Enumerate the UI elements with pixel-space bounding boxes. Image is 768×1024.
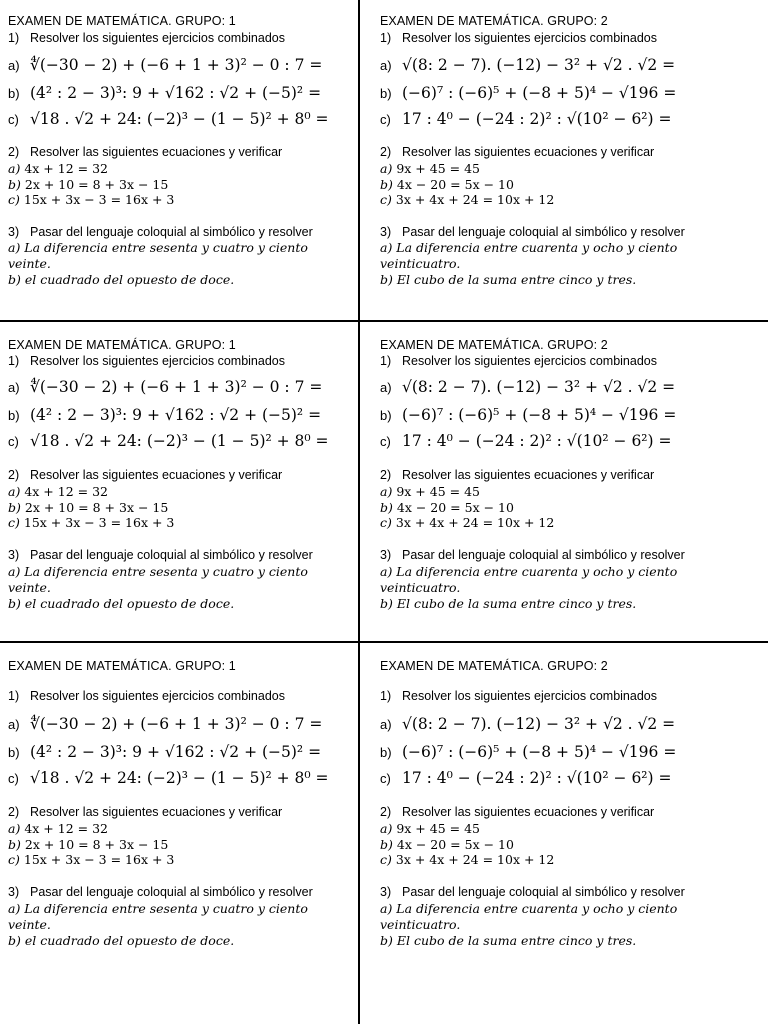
equation-expression: 4x + 12 = 32: [24, 821, 108, 836]
exercise-label: c): [8, 112, 19, 127]
section-number: 2): [8, 145, 20, 159]
equation-item: [380, 484, 480, 499]
exercise-item: [380, 406, 676, 424]
equation-label: c): [380, 852, 392, 867]
section-heading: [380, 805, 654, 819]
colloquial-line: a) La diferencia entre sesenta y cuatro y ciento: [8, 901, 308, 916]
equation-label: b): [380, 500, 393, 515]
section-number: 2): [8, 805, 20, 819]
equation-expression: 4x − 20 = 5x − 10: [396, 837, 514, 852]
section-heading: [8, 31, 285, 45]
section-heading-text: Resolver las siguientes ecuaciones y verificar: [402, 805, 655, 819]
exam-title: EXAMEN DE MATEMÁTICA. GRUPO: 1: [8, 659, 236, 673]
colloquial-line: b) El cubo de la suma entre cinco y tres.: [380, 272, 637, 287]
section-number: 1): [380, 354, 392, 368]
exam-copy-group-2: [380, 322, 764, 641]
colloquial-line: veinticuatro.: [380, 580, 461, 595]
exam-title: EXAMEN DE MATEMÁTICA. GRUPO: 2: [380, 659, 608, 673]
exercise-item: [380, 743, 676, 761]
equation-item: [380, 821, 480, 836]
exercise-expression: (4² : 2 − 3)³: 9 + √162 : √2 + (−5)² =: [30, 406, 322, 424]
exam-title: EXAMEN DE MATEMÁTICA. GRUPO: 2: [380, 338, 608, 352]
exercise-expression: √(8: 2 − 7). (−12) − 3² + √2 . √2 =: [402, 715, 676, 733]
exercise-label: c): [8, 771, 19, 786]
section-heading-text: Resolver los siguientes ejercicios combinados: [30, 354, 285, 368]
exercise-item: [8, 769, 329, 787]
equation-expression: 15x + 3x − 3 = 16x + 3: [23, 192, 175, 207]
section-heading-text: Resolver los siguientes ejercicios combinados: [30, 31, 285, 45]
exercise-item: [8, 432, 329, 450]
exam-title: EXAMEN DE MATEMÁTICA. GRUPO: 1: [8, 338, 236, 352]
equation-label: a): [8, 161, 21, 176]
exercise-expression: 17 : 4⁰ − (−24 : 2)² : √(10² − 6²) =: [402, 110, 672, 128]
section-heading-text: Pasar del lenguaje coloquial al simbólico y resolver: [402, 885, 685, 899]
exercise-label: b): [8, 745, 20, 760]
exercise-label: a): [380, 58, 392, 73]
equation-item: [8, 821, 108, 836]
section-number: 3): [380, 225, 392, 239]
colloquial-line: b) El cubo de la suma entre cinco y tres.: [380, 933, 637, 948]
equation-expression: 4x + 12 = 32: [24, 161, 108, 176]
exercise-expression: (−6)⁷ : (−6)⁵ + (−8 + 5)⁴ − √196 =: [402, 84, 677, 102]
exercise-label: b): [380, 86, 392, 101]
exercise-expression: √18 . √2 + 24: (−2)³ − (1 − 5)² + 8⁰ =: [30, 769, 329, 787]
exercise-expression: √18 . √2 + 24: (−2)³ − (1 − 5)² + 8⁰ =: [30, 110, 329, 128]
exercise-item: [8, 56, 322, 74]
equation-item: [380, 177, 514, 192]
exercise-item: [380, 769, 672, 787]
colloquial-line: veinte.: [8, 917, 51, 932]
exercise-expression: (4² : 2 − 3)³: 9 + √162 : √2 + (−5)² =: [30, 84, 322, 102]
section-number: 2): [380, 145, 392, 159]
exercise-item: [8, 715, 322, 733]
section-heading: [380, 225, 685, 239]
section-number: 3): [8, 885, 20, 899]
section-heading-text: Resolver las siguientes ecuaciones y verificar: [30, 145, 283, 159]
exam-copy-group-2: [380, 643, 764, 1024]
equation-label: c): [8, 515, 20, 530]
section-heading: [8, 805, 282, 819]
equation-expression: 9x + 45 = 45: [396, 484, 480, 499]
colloquial-line: veinticuatro.: [380, 917, 461, 932]
colloquial-line: b) el cuadrado del opuesto de doce.: [8, 933, 235, 948]
equation-label: a): [380, 821, 393, 836]
section-number: 3): [380, 885, 392, 899]
section-heading-text: Resolver las siguientes ecuaciones y verificar: [30, 468, 283, 482]
section-number: 1): [8, 31, 20, 45]
exercise-label: a): [380, 380, 392, 395]
exercise-item: [8, 110, 329, 128]
section-heading-text: Pasar del lenguaje coloquial al simbólico y resolver: [30, 225, 313, 239]
section-heading-text: Pasar del lenguaje coloquial al simbólico y resolver: [402, 548, 685, 562]
equation-expression: 4x + 12 = 32: [24, 484, 108, 499]
section-heading-text: Resolver los siguientes ejercicios combinados: [402, 354, 657, 368]
colloquial-line: b) el cuadrado del opuesto de doce.: [8, 596, 235, 611]
section-number: 2): [380, 468, 392, 482]
colloquial-line: a) La diferencia entre sesenta y cuatro y ciento: [8, 240, 308, 255]
equation-label: b): [8, 837, 21, 852]
exercise-item: [8, 378, 322, 396]
section-heading: [380, 689, 657, 703]
equation-label: a): [380, 161, 393, 176]
colloquial-line: a) La diferencia entre cuarenta y ocho y ciento: [380, 901, 678, 916]
equation-expression: 15x + 3x − 3 = 16x + 3: [23, 515, 175, 530]
section-heading-text: Resolver las siguientes ecuaciones y verificar: [402, 468, 655, 482]
equation-expression: 2x + 10 = 8 + 3x − 15: [24, 837, 169, 852]
section-heading: [8, 354, 285, 368]
equation-expression: 2x + 10 = 8 + 3x − 15: [24, 177, 169, 192]
section-heading: [380, 548, 685, 562]
equation-expression: 4x − 20 = 5x − 10: [396, 177, 514, 192]
exercise-label: b): [380, 745, 392, 760]
section-number: 3): [8, 225, 20, 239]
exercise-label: b): [8, 86, 20, 101]
equation-item: [8, 484, 108, 499]
section-number: 2): [380, 805, 392, 819]
exercise-item: [8, 84, 321, 102]
equation-label: a): [8, 821, 21, 836]
colloquial-line: a) La diferencia entre cuarenta y ocho y ciento: [380, 240, 678, 255]
equation-expression: 2x + 10 = 8 + 3x − 15: [24, 500, 169, 515]
exam-copy-group-1: [8, 322, 354, 641]
exercise-label: b): [8, 408, 20, 423]
equation-expression: 4x − 20 = 5x − 10: [396, 500, 514, 515]
equation-item: [380, 500, 514, 515]
section-heading: [380, 31, 657, 45]
section-heading: [8, 885, 313, 899]
section-heading: [8, 225, 313, 239]
equation-label: b): [380, 837, 393, 852]
section-number: 1): [8, 689, 20, 703]
exercise-item: [8, 406, 321, 424]
equation-item: [380, 161, 480, 176]
section-heading: [380, 468, 654, 482]
section-heading-text: Resolver los siguientes ejercicios combinados: [30, 689, 285, 703]
equation-item: [8, 852, 174, 867]
section-number: 1): [8, 354, 20, 368]
equation-item: [380, 192, 554, 207]
section-heading: [8, 468, 282, 482]
equation-expression: 9x + 45 = 45: [396, 161, 480, 176]
equation-label: b): [8, 177, 21, 192]
section-heading-text: Pasar del lenguaje coloquial al simbólico y resolver: [402, 225, 685, 239]
exercise-expression: ∜(−30 − 2) + (−6 + 1 + 3)² − 0 : 7 =: [30, 56, 323, 74]
section-heading: [380, 354, 657, 368]
equation-item: [8, 192, 174, 207]
exercise-item: [380, 84, 676, 102]
exercise-expression: (4² : 2 − 3)³: 9 + √162 : √2 + (−5)² =: [30, 743, 322, 761]
equation-expression: 9x + 45 = 45: [396, 821, 480, 836]
section-heading-text: Pasar del lenguaje coloquial al simbólico y resolver: [30, 885, 313, 899]
exercise-label: b): [380, 408, 392, 423]
equation-item: [380, 515, 554, 530]
equation-item: [8, 515, 174, 530]
exam-copy-group-2: [380, 0, 764, 320]
colloquial-line: veinticuatro.: [380, 256, 461, 271]
exercise-label: a): [8, 58, 20, 73]
equation-expression: 3x + 4x + 24 = 10x + 12: [395, 192, 555, 207]
section-number: 2): [8, 468, 20, 482]
section-heading-text: Resolver los siguientes ejercicios combinados: [402, 31, 657, 45]
exercise-label: a): [380, 717, 392, 732]
exam-title: EXAMEN DE MATEMÁTICA. GRUPO: 2: [380, 14, 608, 28]
exam-title: EXAMEN DE MATEMÁTICA. GRUPO: 1: [8, 14, 236, 28]
exercise-expression: 17 : 4⁰ − (−24 : 2)² : √(10² − 6²) =: [402, 769, 672, 787]
exercise-item: [380, 378, 675, 396]
equation-label: a): [8, 484, 21, 499]
equation-item: [8, 177, 168, 192]
exercise-item: [8, 743, 321, 761]
section-number: 3): [380, 548, 392, 562]
section-number: 1): [380, 31, 392, 45]
exam-copy-group-1: [8, 0, 354, 320]
exercise-item: [380, 110, 672, 128]
colloquial-line: a) La diferencia entre sesenta y cuatro y ciento: [8, 564, 308, 579]
section-heading: [8, 689, 285, 703]
exercise-expression: (−6)⁷ : (−6)⁵ + (−8 + 5)⁴ − √196 =: [402, 743, 677, 761]
colloquial-line: veinte.: [8, 580, 51, 595]
equation-expression: 3x + 4x + 24 = 10x + 12: [395, 515, 555, 530]
equation-item: [380, 852, 554, 867]
colloquial-line: b) El cubo de la suma entre cinco y tres.: [380, 596, 637, 611]
equation-label: b): [8, 500, 21, 515]
colloquial-line: a) La diferencia entre cuarenta y ocho y ciento: [380, 564, 678, 579]
exercise-item: [380, 432, 672, 450]
exercise-label: c): [380, 434, 391, 449]
exercise-expression: (−6)⁷ : (−6)⁵ + (−8 + 5)⁴ − √196 =: [402, 406, 677, 424]
vertical-divider: [358, 0, 360, 1024]
exercise-expression: √(8: 2 − 7). (−12) − 3² + √2 . √2 =: [402, 378, 676, 396]
equation-item: [8, 161, 108, 176]
exercise-label: a): [8, 717, 20, 732]
exercise-label: c): [8, 434, 19, 449]
section-heading: [8, 145, 282, 159]
exercise-item: [380, 56, 675, 74]
exercise-expression: ∜(−30 − 2) + (−6 + 1 + 3)² − 0 : 7 =: [30, 715, 323, 733]
equation-label: c): [8, 852, 20, 867]
colloquial-line: veinte.: [8, 256, 51, 271]
exercise-label: c): [380, 112, 391, 127]
equation-label: b): [380, 177, 393, 192]
section-heading: [8, 548, 313, 562]
equation-label: a): [380, 484, 393, 499]
section-heading-text: Resolver las siguientes ecuaciones y verificar: [402, 145, 655, 159]
section-heading-text: Resolver las siguientes ecuaciones y verificar: [30, 805, 283, 819]
equation-label: c): [380, 515, 392, 530]
exam-copy-group-1: [8, 643, 354, 1024]
section-heading-text: Resolver los siguientes ejercicios combinados: [402, 689, 657, 703]
exercise-label: a): [8, 380, 20, 395]
exercise-label: c): [380, 771, 391, 786]
section-number: 3): [8, 548, 20, 562]
exercise-expression: √18 . √2 + 24: (−2)³ − (1 − 5)² + 8⁰ =: [30, 432, 329, 450]
equation-label: c): [8, 192, 20, 207]
equation-item: [8, 500, 168, 515]
equation-label: c): [380, 192, 392, 207]
equation-item: [8, 837, 168, 852]
equation-expression: 15x + 3x − 3 = 16x + 3: [23, 852, 175, 867]
section-heading: [380, 885, 685, 899]
colloquial-line: b) el cuadrado del opuesto de doce.: [8, 272, 235, 287]
exercise-expression: √(8: 2 − 7). (−12) − 3² + √2 . √2 =: [402, 56, 676, 74]
section-heading: [380, 145, 654, 159]
exercise-item: [380, 715, 675, 733]
section-heading-text: Pasar del lenguaje coloquial al simbólico y resolver: [30, 548, 313, 562]
equation-expression: 3x + 4x + 24 = 10x + 12: [395, 852, 555, 867]
exercise-expression: 17 : 4⁰ − (−24 : 2)² : √(10² − 6²) =: [402, 432, 672, 450]
equation-item: [380, 837, 514, 852]
section-number: 1): [380, 689, 392, 703]
exercise-expression: ∜(−30 − 2) + (−6 + 1 + 3)² − 0 : 7 =: [30, 378, 323, 396]
